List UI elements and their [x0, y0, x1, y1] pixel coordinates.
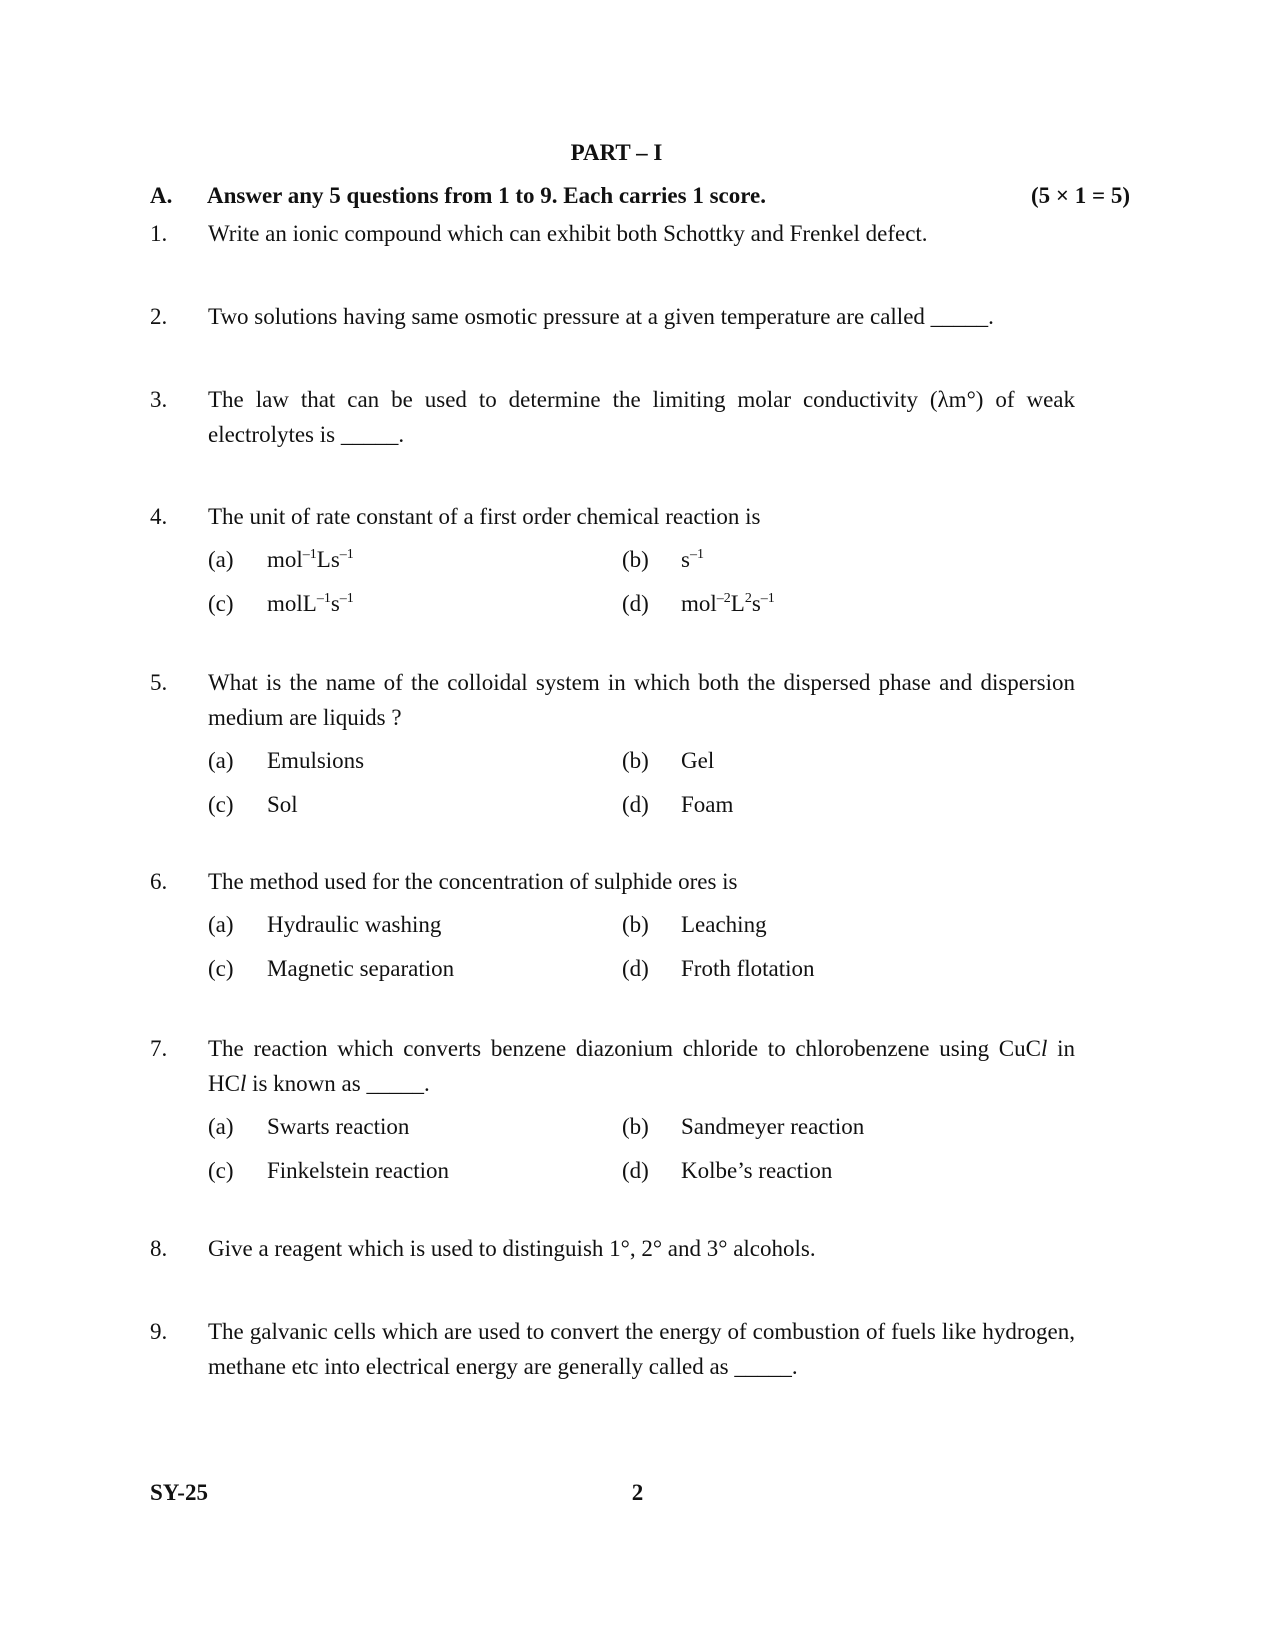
question-5	[150, 665, 1075, 823]
option-b	[622, 907, 767, 942]
unit-exponent: –1	[316, 591, 331, 606]
option-d	[622, 586, 775, 621]
option-label: (a)	[208, 1114, 234, 1139]
question-number: 9.	[150, 1319, 168, 1344]
option-a	[208, 542, 354, 577]
option-label: (d)	[622, 956, 649, 981]
options	[208, 735, 1075, 823]
page-number: 2	[631, 1480, 644, 1505]
unit-exponent: –1	[689, 547, 704, 562]
option-label: (d)	[622, 792, 649, 817]
text-part: in HC	[208, 1036, 1076, 1096]
option-d	[622, 1153, 832, 1188]
question-text: The unit of rate constant of a first order chemical reaction is	[208, 504, 761, 529]
question-7	[150, 1031, 1075, 1189]
unit-part: mol	[267, 547, 303, 572]
option-c	[208, 586, 354, 621]
option-text: Gel	[681, 748, 715, 773]
section-instruction: Answer any 5 questions from 1 to 9. Each carries 1 score.	[207, 183, 766, 208]
question-4	[150, 499, 1075, 622]
option-text: Swarts reaction	[267, 1114, 410, 1139]
question-3	[150, 382, 1075, 452]
question-text: What is the name of the colloidal system in which both the dispersed phase and dispersion medium are liquids ?	[208, 670, 1075, 730]
question-text: The method used for the concentration of sulphide ores is	[208, 869, 738, 894]
unit-part: L	[730, 591, 745, 616]
question-8	[150, 1231, 1075, 1266]
question-number: 7.	[150, 1036, 168, 1061]
option-label: (a)	[208, 912, 234, 937]
question-2	[150, 299, 1075, 334]
option-text: Froth flotation	[681, 956, 815, 981]
option-b	[622, 743, 714, 778]
option-text: Sandmeyer reaction	[681, 1114, 865, 1139]
option-text: Finkelstein reaction	[267, 1158, 450, 1183]
text-part: is known as _____.	[246, 1071, 430, 1096]
option-label: (c)	[208, 591, 234, 616]
options	[208, 534, 1075, 622]
unit-part: s	[330, 591, 340, 616]
question-number: 4.	[150, 504, 168, 529]
unit-part: mol	[681, 591, 717, 616]
question-number: 5.	[150, 670, 168, 695]
option-label: (d)	[622, 591, 649, 616]
question-1	[150, 216, 1075, 251]
option-label: (c)	[208, 1158, 234, 1183]
question-number: 8.	[150, 1236, 168, 1261]
question-number: 6.	[150, 869, 168, 894]
option-c	[208, 951, 454, 986]
part-title: PART – I	[570, 140, 663, 165]
option-a	[208, 1109, 409, 1144]
option-d	[622, 787, 733, 822]
unit-exponent: 2	[744, 591, 752, 606]
option-text: Sol	[267, 792, 298, 817]
question-6	[150, 864, 1075, 987]
option-label: (b)	[622, 912, 649, 937]
option-text: Leaching	[681, 912, 767, 937]
unit-exponent: –1	[339, 547, 354, 562]
option-text: Foam	[681, 792, 734, 817]
unit-exponent: –1	[760, 591, 775, 606]
option-d	[622, 951, 815, 986]
paper-code: SY-25	[150, 1480, 208, 1505]
unit-exponent: –1	[339, 591, 354, 606]
section-letter: A.	[150, 183, 173, 208]
option-label: (b)	[622, 748, 649, 773]
question-9	[150, 1314, 1075, 1384]
question-number: 2.	[150, 304, 168, 329]
question-text: Give a reagent which is used to distinguish 1°, 2° and 3° alcohols.	[208, 1236, 816, 1261]
question-text: Two solutions having same osmotic pressure at a given temperature are called _____.	[208, 304, 994, 329]
option-text: Emulsions	[267, 748, 365, 773]
option-text: Kolbe’s reaction	[681, 1158, 833, 1183]
unit-part: Ls	[316, 547, 340, 572]
option-label: (c)	[208, 956, 234, 981]
question-text: The galvanic cells which are used to convert the energy of combustion of fuels like hydrogen, methane etc into electrical energy are generally called as _____.	[208, 1319, 1075, 1379]
option-text: Magnetic separation	[267, 956, 455, 981]
option-label: (b)	[622, 1114, 649, 1139]
question-number: 1.	[150, 221, 168, 246]
option-b	[622, 1109, 864, 1144]
option-label: (c)	[208, 792, 234, 817]
question-text: Write an ionic compound which can exhibit both Schottky and Frenkel defect.	[208, 221, 928, 246]
option-c	[208, 1153, 449, 1188]
unit-part: molL	[267, 591, 317, 616]
options	[208, 1101, 1075, 1189]
option-label: (a)	[208, 748, 234, 773]
question-text: The law that can be used to determine the limiting molar conductivity (λm°) of weak electrolytes is _____.	[208, 387, 1075, 447]
unit-exponent: –2	[716, 591, 731, 606]
text-part: The reaction which converts benzene diazonium chloride to chlorobenzene using CuC	[208, 1036, 1041, 1061]
option-label: (b)	[622, 547, 649, 572]
option-a	[208, 907, 441, 942]
options	[208, 899, 1075, 987]
option-label: (d)	[622, 1158, 649, 1183]
option-a	[208, 743, 364, 778]
option-b	[622, 542, 704, 577]
section-score: (5 × 1 = 5)	[1030, 183, 1130, 208]
option-c	[208, 787, 298, 822]
question-text	[208, 1031, 1075, 1101]
option-label: (a)	[208, 547, 234, 572]
unit-exponent: –1	[302, 547, 317, 562]
question-number: 3.	[150, 387, 168, 412]
option-text: Hydraulic washing	[267, 912, 442, 937]
italic-l: l	[1041, 1036, 1048, 1061]
unit-part: s	[751, 591, 761, 616]
unit-part: s	[681, 547, 690, 572]
italic-l: l	[239, 1071, 247, 1096]
